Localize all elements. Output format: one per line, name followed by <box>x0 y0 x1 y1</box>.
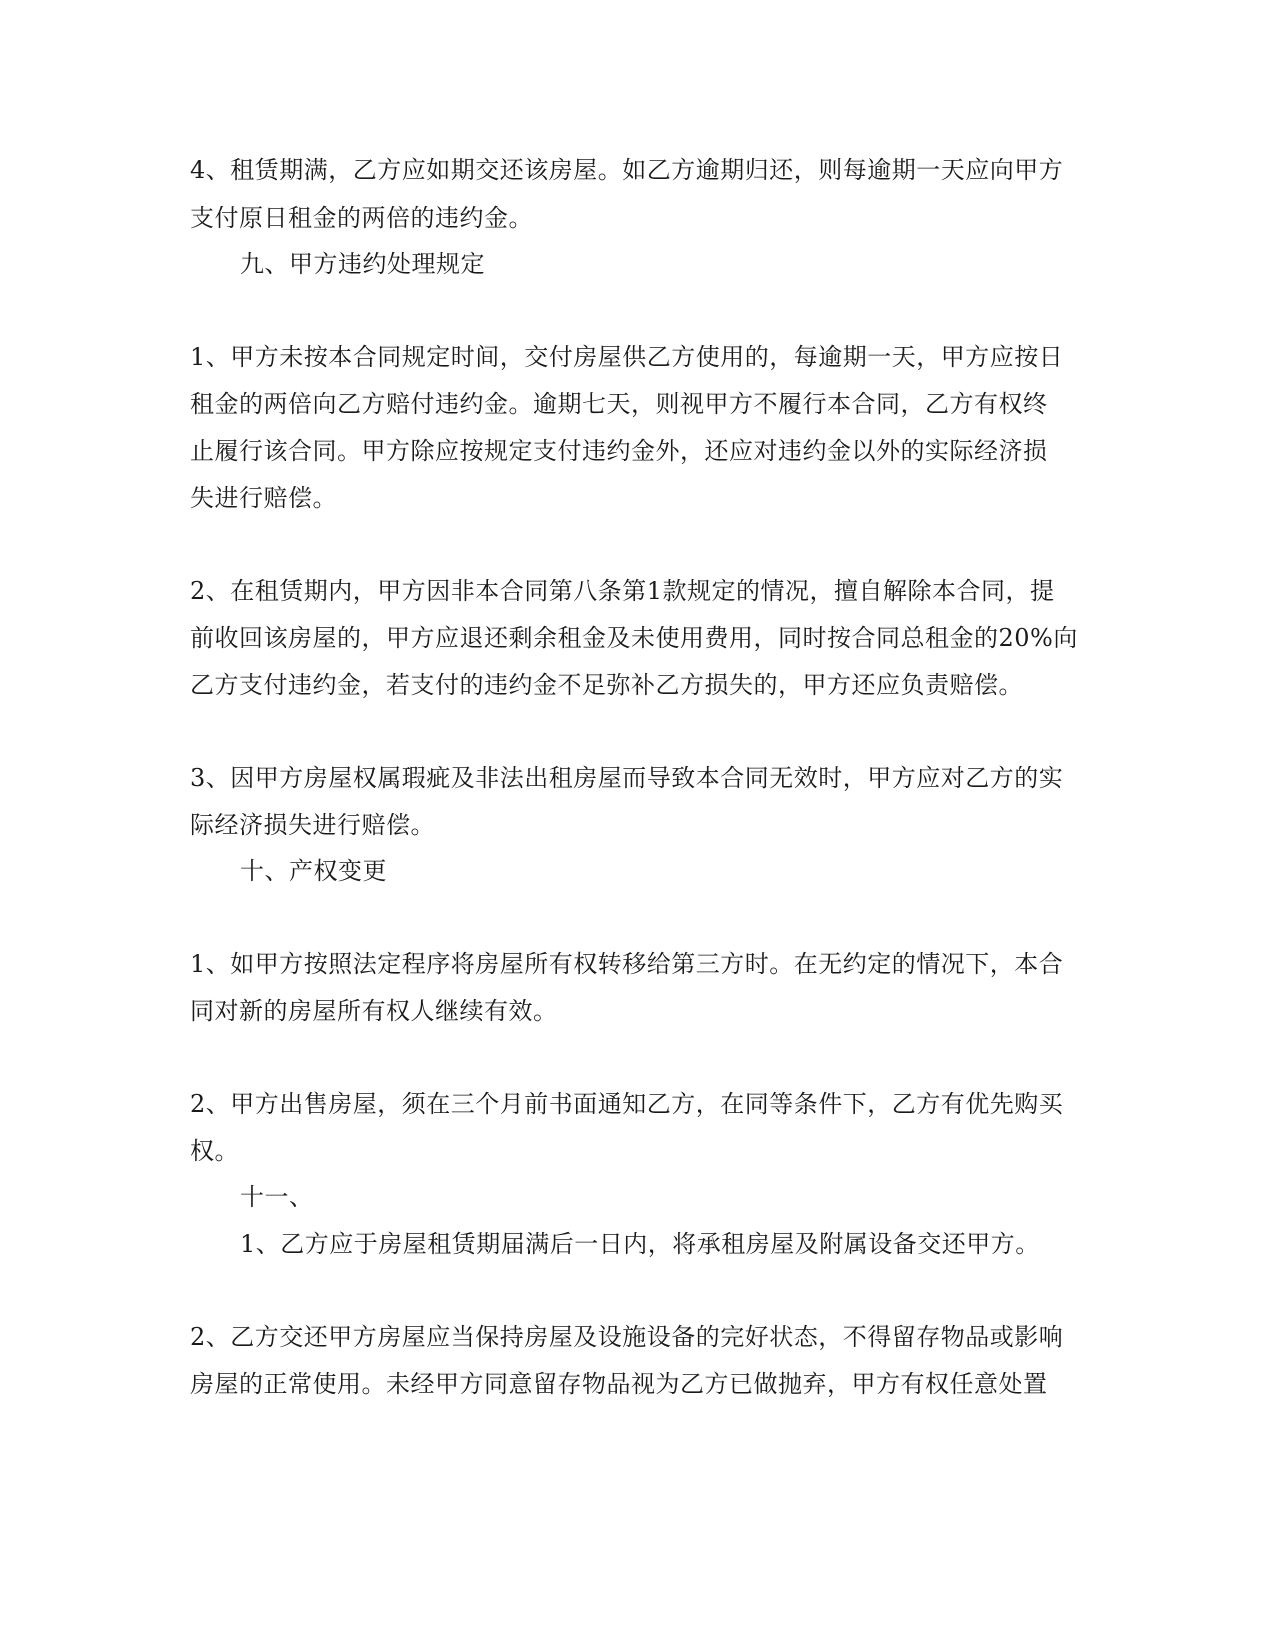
clause-11-2-line-1: 2、乙方交还甲方房屋应当保持房屋及设施设备的完好状态，不得留存物品或影响 <box>190 1323 1064 1351</box>
clause-11-1-line-1: 1、乙方应于房屋租赁期届满后一日内，将承租房屋及附属设备交还甲方。 <box>240 1230 1040 1258</box>
clause-9-2-line-3: 乙方支付违约金，若支付的违约金不足弥补乙方损失的，甲方还应负责赔偿。 <box>190 671 1023 699</box>
clause-9-1-line-1: 1、甲方未按本合同规定时间，交付房屋供乙方使用的，每逾期一天，甲方应按日 <box>190 343 1064 371</box>
clause-9-3-line-1: 3、因甲方房屋权属瑕疵及非法出租房屋而导致本合同无效时，甲方应对乙方的实 <box>190 764 1064 792</box>
clause-10-2-line-2: 权。 <box>190 1137 239 1165</box>
section-heading-9: 九、甲方违约处理规定 <box>240 250 485 278</box>
clause-9-1-line-4: 失进行赔偿。 <box>190 484 337 512</box>
clause-10-1-line-1: 1、如甲方按照法定程序将房屋所有权转移给第三方时。在无约定的情况下，本合 <box>190 950 1064 978</box>
clause-8-4-line-1: 4、租赁期满，乙方应如期交还该房屋。如乙方逾期归还，则每逾期一天应向甲方 <box>190 156 1064 184</box>
clause-10-1-line-2: 同对新的房屋所有权人继续有效。 <box>190 997 558 1025</box>
clause-11-2-line-2: 房屋的正常使用。未经甲方同意留存物品视为乙方已做抛弃，甲方有权任意处置 <box>190 1370 1048 1398</box>
clause-9-1-line-3: 止履行该合同。甲方除应按规定支付违约金外，还应对违约金以外的实际经济损 <box>190 437 1048 465</box>
clause-9-2-line-1: 2、在租赁期内，甲方因非本合同第八条第1款规定的情况，擅自解除本合同，提 <box>190 577 1055 605</box>
section-heading-10: 十、产权变更 <box>240 857 387 885</box>
clause-10-2-line-1: 2、甲方出售房屋，须在三个月前书面通知乙方，在同等条件下，乙方有优先购买 <box>190 1090 1064 1118</box>
clause-9-1-line-2: 租金的两倍向乙方赔付违约金。逾期七天，则视甲方不履行本合同，乙方有权终 <box>190 390 1048 418</box>
clause-8-4-line-2: 支付原日租金的两倍的违约金。 <box>190 204 533 232</box>
section-heading-11: 十一、 <box>240 1183 314 1211</box>
clause-9-2-line-2: 前收回该房屋的，甲方应退还剩余租金及未使用费用，同时按合同总租金的20%向 <box>190 624 1078 652</box>
clause-9-3-line-2: 际经济损失进行赔偿。 <box>190 811 435 839</box>
